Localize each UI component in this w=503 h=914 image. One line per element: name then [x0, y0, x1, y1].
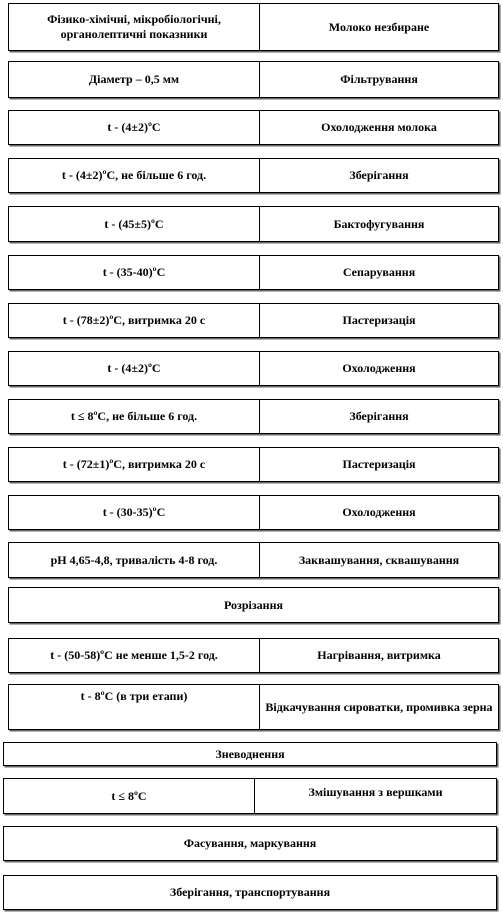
flow-row-full	[0, 587, 503, 623]
parameter-text: t - (35-40)ºС	[102, 265, 166, 279]
parameter-box	[8, 684, 260, 730]
parameter-box	[3, 778, 255, 814]
flow-row	[0, 110, 503, 145]
parameter-box	[8, 110, 260, 145]
full-step-text: Зберігання, транспортування	[169, 885, 331, 899]
parameter-box	[8, 399, 260, 434]
parameter-box	[8, 495, 260, 530]
full-step-box	[3, 875, 497, 910]
parameter-header-text: Фізико-хімічні, мікробіологічні, органолептичні показники	[47, 12, 221, 41]
flow-row-full	[0, 742, 503, 766]
step-box	[259, 684, 499, 730]
flow-row	[0, 255, 503, 290]
parameter-text: t - (72±1)ºС, витримка 20 с	[62, 457, 206, 471]
flow-row	[0, 495, 503, 530]
parameter-header-box	[8, 3, 260, 51]
flow-row	[0, 351, 503, 386]
full-step-text: Розрізання	[223, 597, 283, 612]
step-box	[259, 495, 499, 530]
step-text: Заквашування, сквашування	[298, 552, 460, 567]
flow-row	[0, 638, 503, 673]
step-text: Зберігання	[349, 168, 409, 182]
parameter-box	[8, 351, 260, 386]
full-step-box	[8, 587, 499, 623]
flow-row	[0, 684, 503, 730]
full-step-text: Зневоднення	[215, 746, 285, 761]
parameter-text: t - (4±2)ºС, не більше 6 год.	[61, 168, 207, 182]
step-text: Сепарування	[342, 265, 416, 279]
step-box	[259, 399, 499, 434]
step-text: Пастеризація	[342, 313, 416, 327]
step-text: Охолодження	[342, 361, 416, 375]
parameter-box	[8, 542, 260, 578]
flow-row-full	[0, 826, 503, 861]
flow-row	[0, 778, 503, 814]
step-text: Змішування з вершками	[308, 785, 443, 799]
step-box	[259, 110, 499, 145]
step-header-text: Молоко незбиране	[328, 19, 430, 34]
flow-row	[0, 158, 503, 193]
parameter-box	[8, 447, 260, 482]
flow-row-full	[0, 875, 503, 910]
parameter-text: t - (45±5)ºС	[104, 216, 164, 231]
parameter-box	[8, 158, 260, 193]
step-text: Нагрівання, витримка	[317, 648, 441, 662]
parameter-text: t ≤ 8ºС, не більше 6 год.	[70, 409, 198, 423]
step-text: Зберігання	[349, 409, 409, 423]
flow-row	[0, 447, 503, 482]
step-box	[259, 206, 499, 242]
step-text: Фільтрування	[340, 72, 418, 86]
flow-row-header	[0, 3, 503, 51]
step-box	[259, 61, 499, 98]
step-box	[259, 638, 499, 673]
parameter-box	[8, 255, 260, 290]
parameter-box	[8, 206, 260, 242]
step-text: Бактофугування	[333, 216, 425, 231]
step-text: Відкачування сироватки, промивка зерна	[265, 699, 493, 714]
parameter-text: t ≤ 8ºС	[111, 788, 147, 803]
parameter-text: t - (30-35)ºС	[102, 505, 166, 519]
step-box	[259, 158, 499, 193]
parameter-box	[8, 61, 260, 98]
parameter-box	[8, 303, 260, 338]
step-text: Пастеризація	[342, 457, 416, 471]
flow-row	[0, 303, 503, 338]
flow-row	[0, 542, 503, 578]
flow-row	[0, 61, 503, 98]
step-box	[259, 542, 499, 578]
parameter-text: t - 8ºС (в три етапи)	[80, 689, 188, 703]
full-step-text: Фасування, маркування	[183, 836, 317, 850]
step-box	[259, 351, 499, 386]
step-box	[259, 303, 499, 338]
parameter-box	[8, 638, 260, 673]
step-box	[259, 255, 499, 290]
step-box	[254, 778, 497, 814]
step-header-box	[259, 3, 499, 51]
flow-row	[0, 399, 503, 434]
parameter-text: t - (50-58)ºС не менше 1,5-2 год.	[50, 648, 218, 662]
parameter-text: t - (4±2)ºС	[107, 120, 161, 134]
step-text: Охолодження	[342, 505, 416, 519]
step-text: Охолодження молока	[321, 120, 437, 134]
flow-row	[0, 206, 503, 242]
full-step-box	[3, 826, 497, 861]
parameter-text: t - (78±2)ºС, витримка 20 с	[62, 313, 206, 327]
step-box	[259, 447, 499, 482]
parameter-text: pH 4,65-4,8, тривалість 4-8 год.	[50, 552, 218, 567]
full-step-box	[3, 742, 497, 766]
parameter-text: Діаметр – 0,5 мм	[88, 72, 180, 86]
parameter-text: t - (4±2)ºС	[107, 361, 161, 375]
